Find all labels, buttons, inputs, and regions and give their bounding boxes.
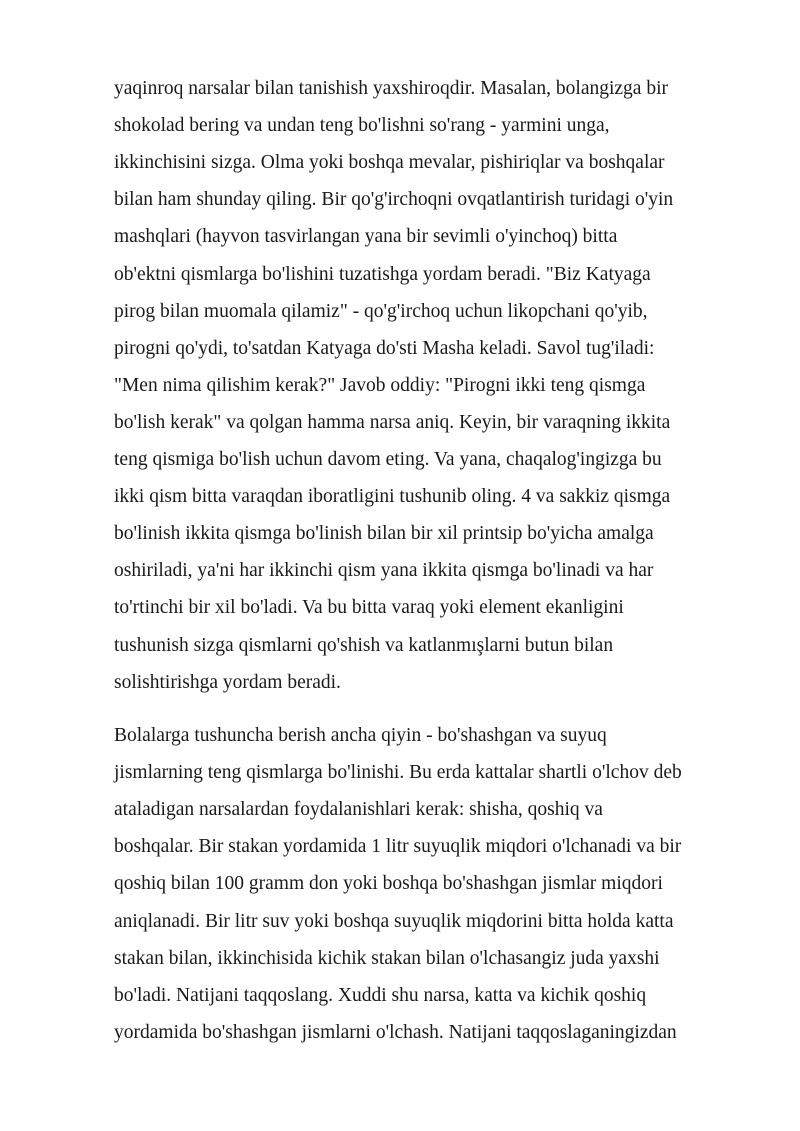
text-line: stakan bilan, ikkinchisida kichik stakan bilan o'lchasangiz juda yaxshi — [114, 947, 660, 969]
text-line: to'rtinchi bir xil bo'ladi. Va bu bitta varaq yoki element ekanligini — [114, 597, 624, 619]
text-line: bo'ladi. Natijani taqqoslang. Xuddi shu narsa, katta va kichik qoshiq — [114, 984, 647, 1006]
text-line: ikki qism bitta varaqdan iboratligini tushunib oling. 4 va sakkiz qismga — [114, 486, 671, 508]
text-line: bo'linish ikkita qismga bo'linish bilan bir xil printsip bo'yicha amalga — [114, 523, 654, 545]
text-line: pirogni qo'ydi, to'satdan Katyaga do'sti Masha keladi. Savol tug'iladi: — [114, 337, 655, 359]
text-line: solishtirishga yordam beradi. — [114, 671, 341, 693]
text-line: bo'lish kerak" va qolgan hamma narsa aniq. Keyin, bir varaqning ikkita — [114, 411, 671, 433]
text-line: yordamida bo'shashgan jismlarni o'lchash. Natijani taqqoslaganingizdan — [114, 1021, 677, 1043]
text-line: ob'ektni qismlarga bo'lishini tuzatishga yordam beradi. "Biz Katyaga — [114, 263, 651, 285]
text-line: aniqlanadi. Bir litr suv yoki boshqa suyuqlik miqdorini bitta holda katta — [114, 910, 674, 932]
text-line: yaqinroq narsalar bilan tanishish yaxshiroqdir. Masalan, bolangizga bir — [114, 78, 668, 99]
paragraph-2 — [114, 724, 754, 1058]
text-line: pirog bilan muomala qilamiz" - qo'g'irchoq uchun likopchani qo'yib, — [114, 300, 648, 322]
paragraph-1 — [114, 77, 754, 708]
text-line: ataladigan narsalardan foydalanishlari kerak: shisha, qoshiq va — [114, 799, 603, 821]
text-line: jismlarning teng qismlarga bo'linishi. Bu erda kattalar shartli o'lchov deb — [114, 762, 682, 784]
text-line: shokolad bering va undan teng bo'lishni so'rang - yarmini unga, — [114, 115, 610, 137]
text-line: boshqalar. Bir stakan yordamida 1 litr suyuqlik miqdori o'lchanadi va bir — [114, 836, 682, 858]
text-line: bilan ham shunday qiling. Bir qo'g'irchoqni ovqatlantirish turidagi o'yin — [114, 189, 674, 211]
text-line: "Men nima qilishim kerak?" Javob oddiy: "Pirogni ikki teng qismga — [114, 374, 646, 396]
text-line: tushunish sizga qismlarni qo'shish va katlanmışlarni butun bilan — [114, 634, 614, 656]
text-line: Bolalarga tushuncha berish ancha qiyin - bo'shashgan va suyuq — [114, 725, 607, 746]
text-line: qoshiq bilan 100 gramm don yoki boshqa bo'shashgan jismlar miqdori — [114, 873, 663, 895]
text-line: oshiriladi, ya'ni har ikkinchi qism yana ikkita qismga bo'linadi va har — [114, 560, 654, 582]
text-line: mashqlari (hayvon tasvirlangan yana bir sevimli o'yinchoq) bitta — [114, 226, 618, 248]
text-line: teng qismiga bo'lish uchun davom eting. Va yana, chaqalog'ingizga bu — [114, 449, 662, 470]
text-line: ikkinchisini sizga. Olma yoki boshqa mevalar, pishiriqlar va boshqalar — [114, 152, 665, 174]
